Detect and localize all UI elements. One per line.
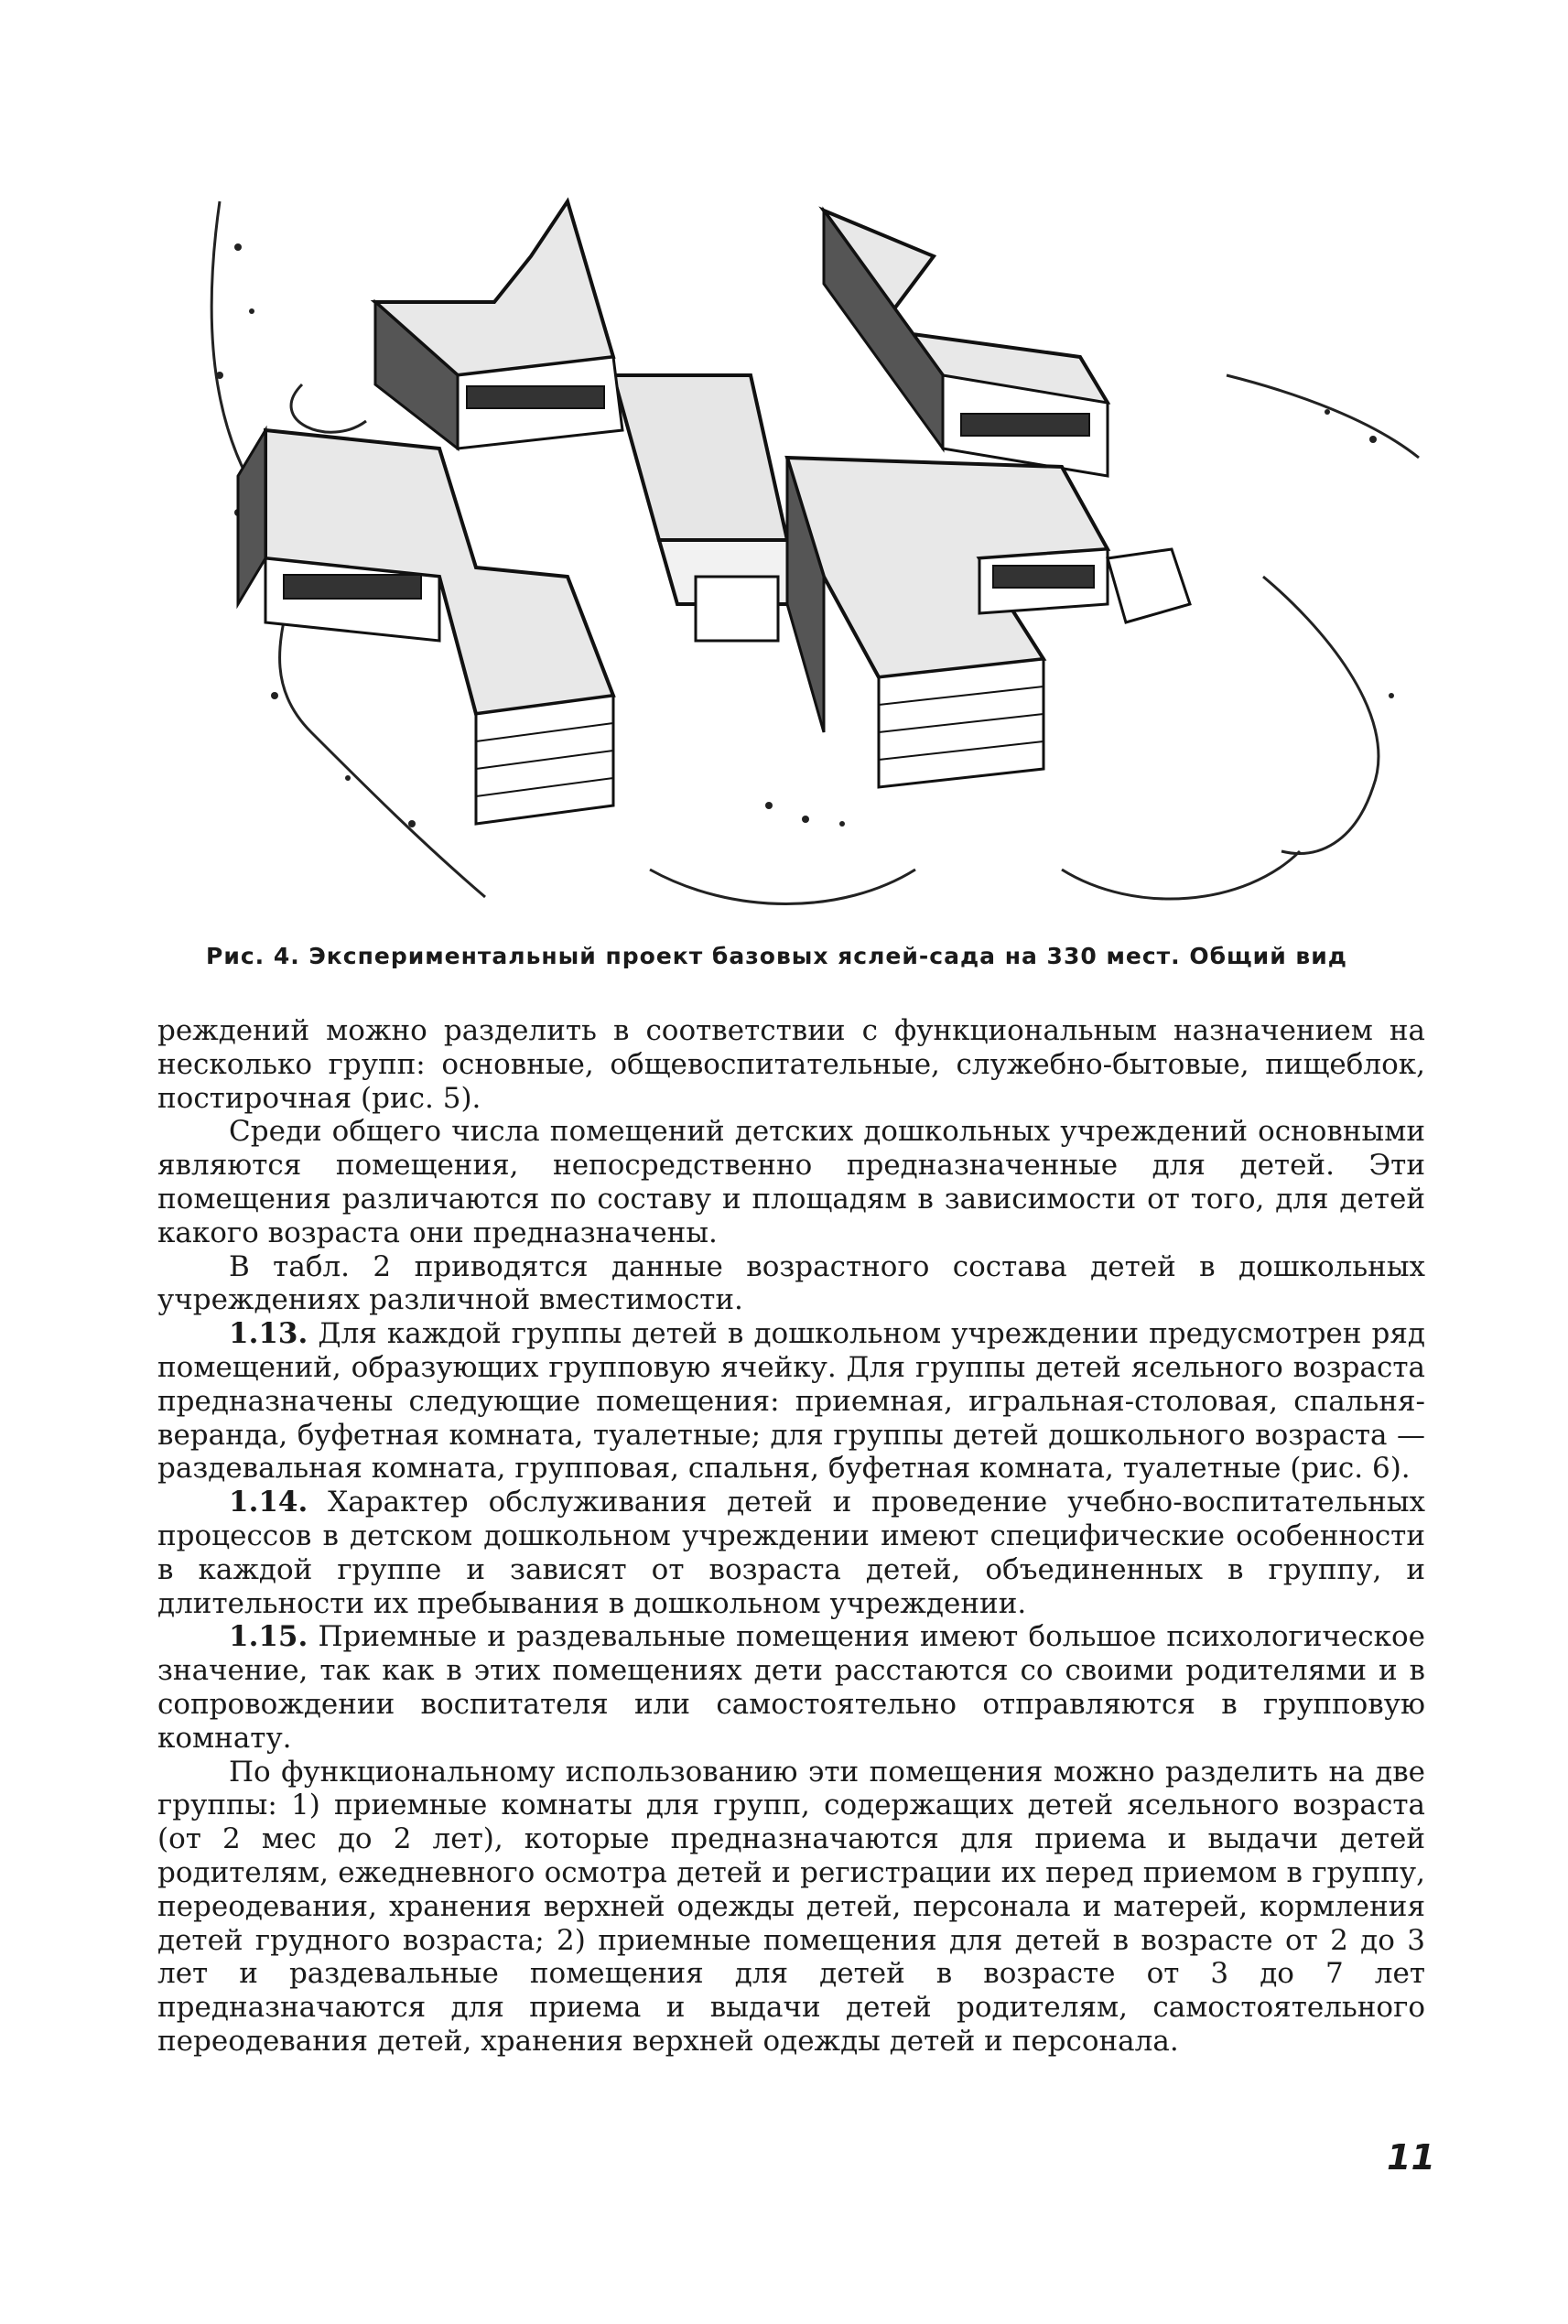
paragraph-text: реждений можно разделить в соответствии с функциональным назначением на несколько групп: основные, общевоспитательные, служебно-бытовые, пищеблок, постирочная (рис. 5). (157, 1014, 1425, 1115)
paragraph-text: По функциональному использованию эти помещения можно разделить на две группы: 1) приемные комнаты для групп, содержащих детей ясельного возраста (от 2 мес до 2 лет), которые предназначаются для приема и выдачи детей родителям, ежедневного осмотра детей и регистрации их перед приемом в группу, переодевания, хранения верхней одежды детей, персонала и матерей, кормления детей грудного возраста; 2) приемные помещения для детей в возрасте от 2 до 3 лет и раздевальные помещения для детей в возрасте от 3 до 7 лет предназначаются для приема и выдачи детей родителям, самостоятельного переодевания детей, хранения верхней одежды детей и персонала. (157, 1755, 1425, 2058)
page-number: 11 (1387, 2137, 1435, 2178)
paragraph-text: Среди общего числа помещений детских дошкольных учреждений основными являются помещения, непосредственно предназначенные для детей. Эти помещения различаются по составу и площадям в зависимости от того, для детей какого возраста они предназначены. (157, 1115, 1425, 1249)
building-illustration (183, 146, 1446, 934)
paragraph (157, 1014, 1425, 1115)
paragraph (157, 1317, 1425, 1486)
section-number: 1.13. (229, 1317, 308, 1351)
section-number: 1.14. (229, 1486, 308, 1519)
paragraph (157, 1486, 1425, 1620)
paragraph (157, 1620, 1425, 1755)
paragraph (157, 1250, 1425, 1318)
section-number: 1.15. (229, 1620, 308, 1654)
paragraph-text: В табл. 2 приводятся данные возрастного состава детей в дошкольных учреждениях различной вместимости. (157, 1249, 1425, 1317)
paragraph-text: Для каждой группы детей в дошкольном учреждении предусмотрен ряд помещений, образующих групповую ячейку. Для группы детей ясельного возраста предназначены следующие помещения: приемная, игральная-столовая, спальня-веранда, буфетная комната, туалетные; для группы детей дошкольного возраста — раздевальная комната, групповая, спальня, буфетная комната, туалетные (рис. 6). (157, 1317, 1425, 1486)
paragraph-text: Приемные и раздевальные помещения имеют большое психологическое значение, так как в этих помещениях дети расстаются со своими родителями и в сопровождении воспитателя или самостоятельно отправляются в групповую комнату. (157, 1620, 1425, 1755)
figure-caption: Рис. 4. Экспериментальный проект базовых яслей-сада на 330 мест. Общий вид (206, 943, 1347, 969)
paragraph (157, 1756, 1425, 2059)
paragraph-text: Характер обслуживания детей и проведение учебно-воспитательных процессов в детском дошкольном учреждении имеют специфические особенности в каждой группе и зависят от возраста детей, объединенных в группу, и длительности их пребывания в дошкольном учреждении. (157, 1486, 1425, 1620)
paragraph (157, 1115, 1425, 1249)
body-text (157, 1014, 1425, 2059)
